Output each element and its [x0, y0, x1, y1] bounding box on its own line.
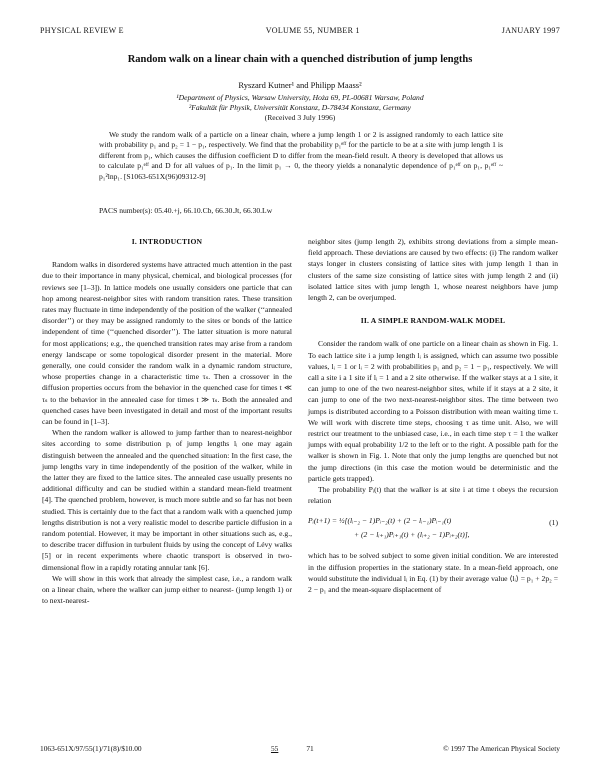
author-list: Ryszard Kutner¹ and Philipp Maass²: [238, 80, 362, 90]
footer-volume: 55: [270, 744, 279, 753]
running-header: [40, 26, 560, 35]
footer-center: [271, 744, 314, 753]
copyright: © 1997 The American Physical Society: [443, 744, 560, 753]
paragraph: Consider the random walk of one particle on a linear chain as shown in Fig. 1. To each lattice site i a jump length lᵢ is assigned, which can assume two possible values, lᵢ = 1 or lᵢ = 2 with probabilities p₁ and p₂ = 1 − p₁, respectively. We will call a site i a 1 site if lᵢ = 1 and a 2 site otherwise. If the walker stays at a 1 site, it can jump to one of the two nearest-neighbor sites, while if it stays at a 2 site, it can jump to one of the two next-nearest-neighbor sites. The time between two jumps is distributed according to a Poisson distribution with mean waiting time τ. We will work with discrete time steps, choosing τ as time unit. Also, we will restrict our treatment to the unbiased case, i.e., in each time step τ = 1 the walker jumps with equal probability 1/2 to the left or to the right. A possible path for the walker is shown in Fig. 1. Note that only the jump lengths are quenched but not the jump directions (in this case the motion would be deterministic and the particle gets trapped).: [308, 339, 558, 483]
volume-number: VOLUME 55, NUMBER 1: [265, 26, 360, 35]
journal-name: PHYSICAL REVIEW E: [40, 26, 124, 35]
page-footer: [40, 744, 560, 753]
paragraph: We will show in this work that already the simplest case, i.e., a random walk on a linear chain, where the walker can jump either to nearest- (jump length 1) or to next-nearest-: [42, 573, 292, 606]
right-column: [308, 236, 558, 595]
page-number: 71: [306, 744, 314, 753]
abstract-text: We study the random walk of a particle on a linear chain, where a jump length 1 or 2 is assigned randomly to each lattice site with probability p₁ and p₂ = 1 − p₁, respectively. We find that the probability p₁ᵉᶠᶠ for the particle to be at a site with jump length 1 is different from p₁, which causes the diffusion coefficient D to differ from the mean-field result. A theory is developed that allows us to calculate p₁ᵉᶠᶠ and D for all values of p₁. In the limit p₁ → 0, the theory yields a nonanalytic dependence of p₁ᵉᶠᶠ on p₁, p₁ᵉᶠᶠ ~ p₁²lnp₁. [S1063-651X(96)09312-9]: [99, 130, 503, 181]
equation-line-2: + (2 − lᵢ₊₁)Pᵢ₊₁(t) + (lᵢ₊₂ − 1)Pᵢ₊₂(t)],: [354, 530, 470, 540]
issue-date: JANUARY 1997: [501, 26, 560, 35]
article-code: 1063-651X/97/55(1)/71(8)/$10.00: [40, 744, 142, 753]
received-date: (Received 3 July 1996): [264, 113, 336, 122]
section-heading-model: II. A SIMPLE RANDOM-WALK MODEL: [360, 316, 506, 326]
abstract: [99, 130, 503, 182]
paragraph: The probability Pᵢ(t) that the walker is at site i at time t obeys the recursion relation: [308, 485, 558, 506]
equation-1: [308, 514, 558, 542]
section-heading-introduction: I. INTRODUCTION: [131, 237, 203, 246]
affiliation-1: ¹Department of Physics, Warsaw University, Hoża 69, PL-00681 Warsaw, Poland: [176, 93, 424, 102]
paragraph: which has to be solved subject to some given initial condition. We are interested in the diffusion properties in the stationary state. In a mean-field approach, one would substitute the individual lᵢ in Eq. (1) by their average value ⟨lᵢ⟩ = p₁ + 2p₂ = 2 − p₁ and the mean-square displacement of: [308, 551, 558, 595]
paragraph: Random walks in disordered systems have attracted much attention in the past due to their importance in many physical, chemical, and biological processes (for reviews see [1–3]). In lattice models one usually considers one particle that can hop among nearest-neighbor sites with random transition rates. These transition rates may fluctuate in time independently of the position of the walker (‘‘annealed disorder’’) or they may be assigned randomly to the sites or bonds of the lattice independent of time (‘‘quenched disorder’’). The latter situation is more natural for most applications; e.g., the quenched transition rates may arise from a random energy landscape or some topological disorder present in the material. More generally, one could consider the random walk in a dynamic random structure, whose properties change in a characteristic time τₛ. Then a crossover in the diffusion properties occurs from the behavior in the quenched case for times t ≪ τₛ to the behavior in the annealed case for times t ≫ τₛ. Both the annealed and quenched cases have been investigated in detail and most of the important results can be found in [1–3].: [42, 260, 292, 427]
paper-title: Random walk on a linear chain with a quenched distribution of jump lengths: [127, 54, 473, 65]
paragraph: When the random walker is allowed to jump farther than to nearest-neighbor sites according to some distribution pᵢ of jump lengths lᵢ one may again distinguish between the annealed and the quenched situation: In the first case, the jump lengths vary in time independently of the position of the walker, while in the latter they are fixed to the lattice sites. The annealed case usually presents no additional difficulty and can be studied within a standard mean-field treatment [4]. The quenched problem, however, is much more subtle and so far has not been studied. This is certainly due to the fact that a random walk with a quenched jump lengths distribution is not a very realistic model to describe particle diffusion in a random potential. However, it may be important in other situations such as, e.g., to describe tracer diffusion in turbulent fluids by using the concept of Lévy walks [5] or in recent experiments where chaotic transport is observed in two-dimensional flow in a rapidly rotating annular tank [6].: [42, 428, 292, 572]
equation-number: (1): [549, 518, 558, 528]
paragraph: neighbor sites (jump length 2), exhibits strong deviations from a simple mean-field approach. These deviations are caused by two effects: (i) The random walker stays longer in clusters consisting of lattice sites with jump length 1 than in clusters of the same size consisting of lattice sites with jump length 2 and (ii) isolated lattice sites with jump length 1, whose nearest neighbors have jump length 2, can be overjumped.: [308, 237, 558, 303]
left-column: [42, 236, 292, 607]
pacs-numbers: PACS number(s): 05.40.+j, 66.10.Cb, 66.30.Jt, 66.30.Lw: [99, 206, 273, 215]
equation-line-1: Pᵢ(t+1) = ½[(lᵢ₋₂ − 1)Pᵢ₋₂(t) + (2 − lᵢ₋₁)Pᵢ₋₁(t): [308, 516, 452, 526]
affiliation-2: ²Fakultät für Physik, Universität Konstanz, D-78434 Konstanz, Germany: [188, 103, 412, 112]
